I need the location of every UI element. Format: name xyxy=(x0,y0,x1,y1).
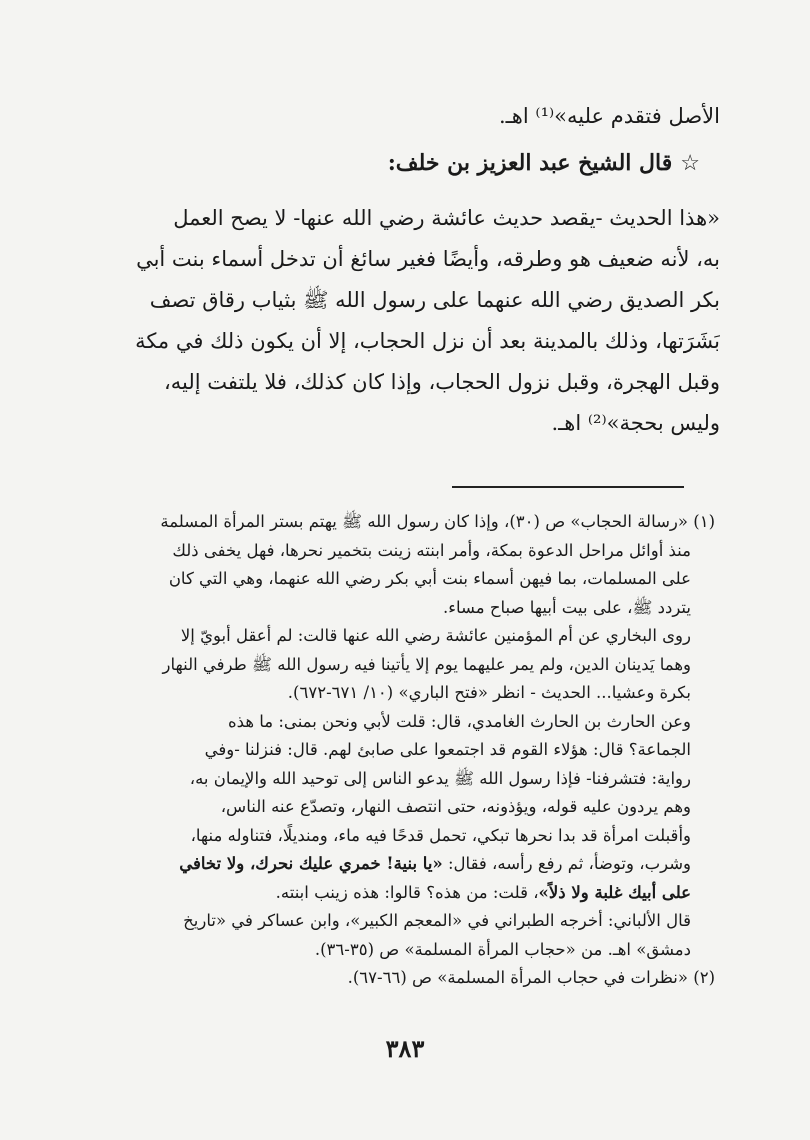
page-number: ٣٨٣ xyxy=(385,1034,425,1063)
footnote-text: وشرب، وتوضأ، ثم رفع رأسه، فقال: xyxy=(448,854,691,873)
footnote-line: على المسلمات، بما فيهن أسماء بنت أبي بكر رضي الله عنهما، وهي التي كان xyxy=(168,569,691,588)
quote-line: وقبل الهجرة، وقبل نزول الحجاب، وإذا كان كذلك، فلا يلتفت إليه، xyxy=(164,370,720,394)
star-icon: ☆ xyxy=(680,151,700,176)
heading-text: قال الشيخ عبد العزيز بن خلف: xyxy=(387,150,673,176)
continued-text xyxy=(100,96,720,137)
footnote-line xyxy=(85,879,715,908)
quote-line: بَشَرَتها، وذلك بالمدينة بعد أن نزل الحجاب، إلا أن يكون ذلك في مكة xyxy=(135,329,720,353)
footnote-line: وأقبلت امرأة قد بدا نحرها تبكي، تحمل قدحًا فيه ماء، ومنديلًا، فتناوله منها، xyxy=(190,825,691,845)
footnote-line: منذ أوائل مراحل الدعوة بمكة، وأمر ابنته زينت بتخمير نحرها، فهل يخفى ذلك xyxy=(172,540,691,560)
footnote-line: دمشق» اهـ. من «حجاب المرأة المسلمة» ص (٣٥-٣٦). xyxy=(314,939,691,959)
footnote-line: (٢) «نظرات في حجاب المرأة المسلمة» ص (٦٦-٦٧). xyxy=(347,968,715,987)
footnote-line: (١) «رسالة الحجاب» ص (٣٠)، وإذا كان رسول الله ﷺ يهتم بستر المرأة المسلمة xyxy=(160,512,715,531)
footnote-line: قال الألباني: أخرجه الطبراني في «المعجم الكبير»، وابن عساكر في «تاريخ xyxy=(183,911,691,930)
top-line: الأصل فتقدم عليه»⁽¹⁾ اهـ. xyxy=(498,104,720,128)
hadith-quote: على أبيك غلبة ولا ذلاً» xyxy=(538,882,691,902)
footnote-divider xyxy=(452,486,684,488)
quote-paragraph xyxy=(100,198,720,444)
footnote-text: ، قلت: من هذه؟ قالوا: هذه زينب ابنته. xyxy=(275,882,539,902)
section-heading xyxy=(388,150,700,176)
footnote-line: وهما يَدينان الدين، ولم يمر عليهما يوم إلا يأتينا فيه رسول الله ﷺ طرفي النهار xyxy=(162,654,691,674)
footnote-line: رواية: فتشرفنا- فإذا رسول الله ﷺ يدعو الناس إلى توحيد الله والإيمان به، xyxy=(189,768,691,788)
footnote-line: يتردد ﷺ، على بيت أبيها صباح مساء. xyxy=(443,597,691,617)
footnote-line: وعن الحارث بن الحارث الغامدي، قال: قلت لأبي ونحن بمنى: ما هذه xyxy=(228,711,691,731)
footnote-line: بكرة وعشيا... الحديث - انظر «فتح الباري» (١٠/ ٦٧١-٦٧٢). xyxy=(287,683,691,702)
footnote-line: الجماعة؟ قال: هؤلاء القوم قد اجتمعوا على صابئ لهم. قال: فنزلنا -وفي xyxy=(204,740,691,759)
quote-line: به، لأنه ضعيف هو وطرقه، وأيضًا فغير سائغ أن تدخل أسماء بنت أبي xyxy=(136,247,720,271)
quote-line: «هذا الحديث -يقصد حديث عائشة رضي الله عنها- لا يصح العمل xyxy=(173,206,720,230)
hadith-quote: «يا بنية! خمري عليك نحرك، ولا تخافي xyxy=(179,854,443,873)
quote-line: بكر الصديق رضي الله عنهما على رسول الله ﷺ بثياب رقاق تصف xyxy=(149,288,720,312)
footnote-line: وهم يردون عليه قوله، ويؤذونه، حتى انتصف النهار، وتصدّع عنه الناس، xyxy=(220,797,691,816)
footnote-line: روى البخاري عن أم المؤمنين عائشة رضي الله عنها قالت: لم أعقل أبويّ إلا xyxy=(180,626,691,645)
quote-line: وليس بحجة»⁽²⁾ اهـ. xyxy=(551,411,720,435)
footnote-line xyxy=(85,850,715,879)
footnotes xyxy=(85,508,715,993)
